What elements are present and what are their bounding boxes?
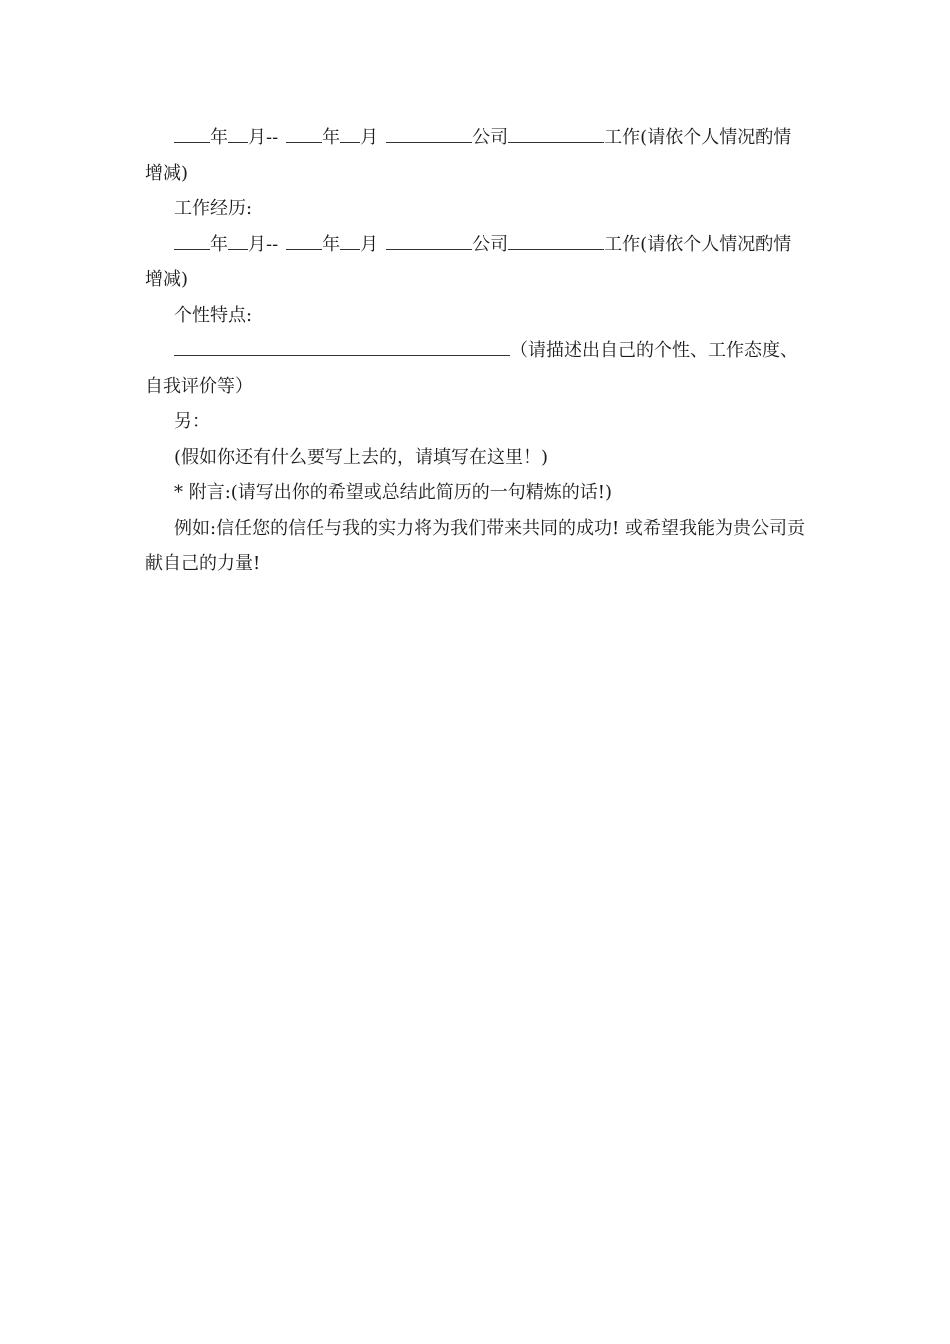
month-label: 月 xyxy=(360,233,379,255)
month-blank xyxy=(228,231,248,250)
year-blank xyxy=(174,231,210,250)
month-blank xyxy=(228,124,248,143)
employment-line-1 xyxy=(145,120,807,191)
personality-line xyxy=(145,333,807,404)
position-hint: 工作(请依个人情况酌情增减) xyxy=(145,127,792,184)
work-experience-heading: 工作经历: xyxy=(174,198,253,219)
personality-blank xyxy=(174,337,510,356)
company-blank xyxy=(386,231,472,250)
company-label: 公司 xyxy=(472,233,509,255)
document-body xyxy=(145,120,807,582)
other-note: (假如你还有什么要写上去的，请填写在这里！) xyxy=(174,446,549,468)
position-blank xyxy=(508,231,604,250)
year-label: 年 xyxy=(322,233,341,255)
year-label: 年 xyxy=(210,127,228,148)
year-blank xyxy=(174,124,210,143)
year-blank xyxy=(286,124,322,143)
company-blank xyxy=(386,124,472,143)
position-hint: 工作(请依个人情况酌情增减) xyxy=(145,233,792,290)
year-blank xyxy=(286,231,322,250)
month-label: 月 xyxy=(360,127,379,148)
year-label: 年 xyxy=(210,233,228,255)
position-blank xyxy=(508,124,604,143)
personality-heading: 个性特点: xyxy=(174,304,253,326)
company-label: 公司 xyxy=(472,127,509,148)
month-blank xyxy=(340,231,360,250)
month-blank xyxy=(340,124,360,143)
month-label: 月-- xyxy=(248,233,279,255)
year-label: 年 xyxy=(322,127,341,148)
month-label: 月-- xyxy=(248,127,279,148)
personality-hint: （请描述出自己的个性、工作态度、自我评价等） xyxy=(145,340,798,397)
employment-line-2 xyxy=(145,227,807,298)
appendix-note: * 附言:(请写出你的希望或总结此简历的一句精炼的话!) xyxy=(174,482,613,503)
example-text: 例如:信任您的信任与我的实力将为我们带来共同的成功! 或希望我能为贵公司贡献自己的力量! xyxy=(145,517,806,574)
other-heading: 另： xyxy=(174,411,210,432)
